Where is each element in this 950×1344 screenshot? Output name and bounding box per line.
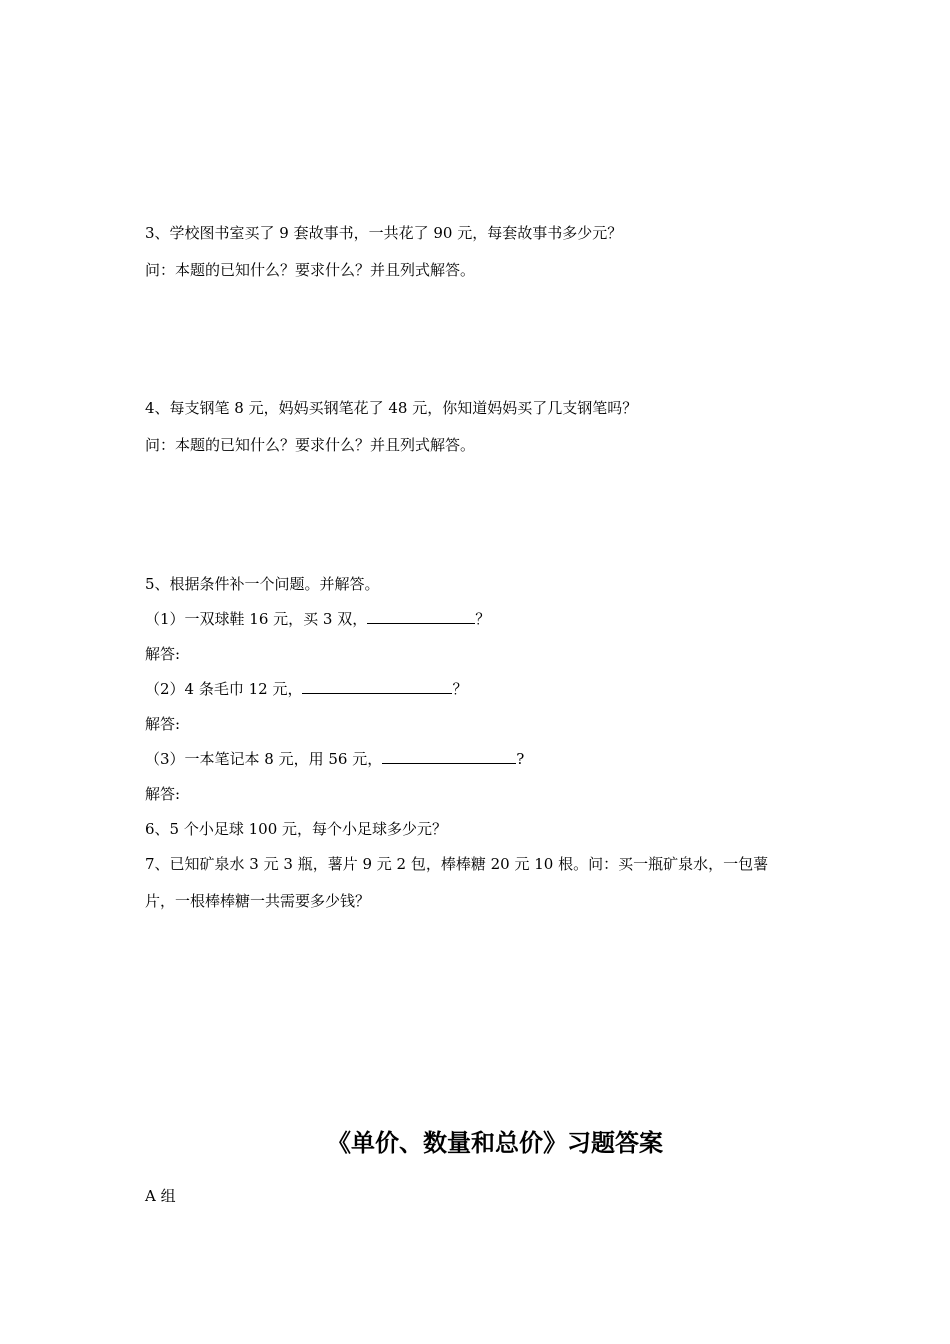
answer-label-3: 解答: (145, 785, 181, 803)
answer-blank-3[interactable] (382, 749, 516, 764)
answers-title: 《单价、数量和总价》习题答案 (327, 1128, 663, 1157)
answer-blank-2[interactable] (302, 679, 452, 694)
question-4-text: 4、每支钢笔 8 元，妈妈买钢笔花了 48 元，你知道妈妈买了几支钢笔吗？ (145, 399, 638, 417)
question-3-ask: 问：本题的已知什么？要求什么？并且列式解答。 (145, 261, 476, 279)
question-4-ask: 问：本题的已知什么？要求什么？并且列式解答。 (145, 436, 476, 454)
answer-blank-1[interactable] (367, 609, 475, 624)
answer-label-2: 解答: (145, 715, 181, 733)
sub-3-text: （3）一本笔记本 8 元，用 56 元， (145, 750, 383, 768)
question-mark: ? (516, 750, 525, 768)
sub-2-text: （2）4 条毛巾 12 元， (145, 680, 303, 698)
group-a-heading: A 组 (145, 1187, 176, 1205)
question-mark: ？ (452, 680, 468, 698)
question-5-sub-2 (145, 679, 468, 699)
answer-label-1: 解答: (145, 645, 181, 663)
question-mark: ？ (475, 610, 491, 628)
sub-1-text: （1）一双球鞋 16 元，买 3 双， (145, 610, 368, 628)
question-3-text: 3、学校图书室买了 9 套故事书，一共花了 90 元，每套故事书多少元？ (145, 224, 623, 242)
question-5-sub-1 (145, 609, 490, 629)
question-5-sub-3 (145, 749, 524, 769)
question-7-line-2: 片，一根棒棒糖一共需要多少钱？ (145, 892, 371, 910)
question-5-text: 5、根据条件补一个问题。并解答。 (145, 575, 380, 593)
question-6-text: 6、5 个小足球 100 元，每个小足球多少元？ (145, 820, 448, 838)
question-7-line-1: 7、已知矿泉水 3 元 3 瓶，薯片 9 元 2 包，棒棒糖 20 元 10 根。问：买一瓶矿泉水，一包薯 (145, 855, 769, 873)
